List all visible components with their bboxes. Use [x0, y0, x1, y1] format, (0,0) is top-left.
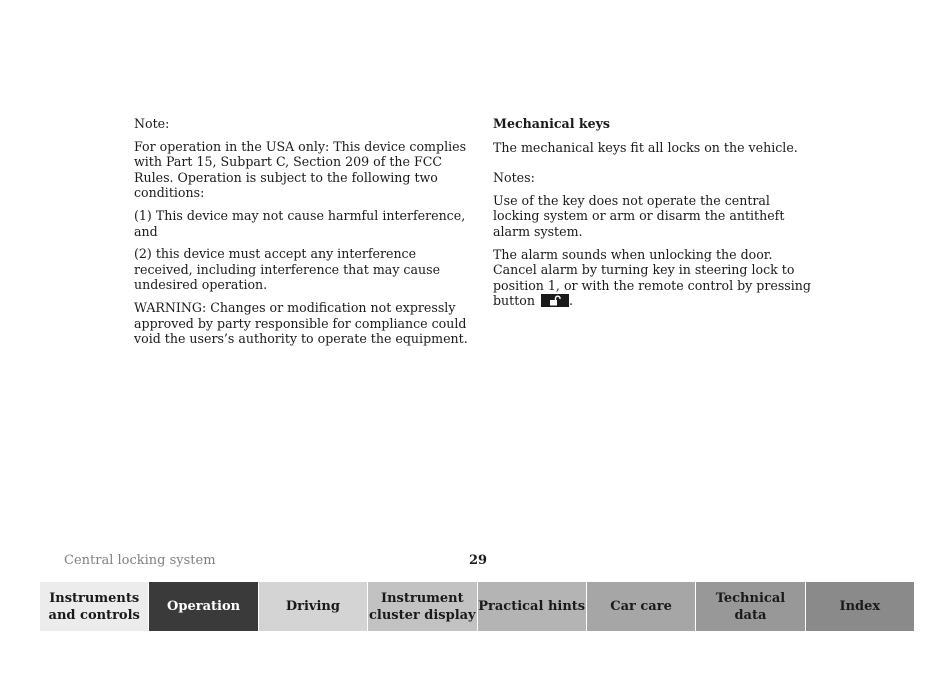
left-column — [134, 116, 474, 354]
tab-label: Technical data — [715, 590, 786, 623]
tab-operation[interactable] — [149, 582, 258, 631]
key-central-locking-note — [493, 193, 813, 240]
tab-car-care[interactable] — [587, 582, 696, 631]
condition-1-paragraph: (1) This device may not cause harmful interference, and — [134, 207, 466, 239]
alarm-note-text: The alarm sounds when unlocking the door. Cancel alarm by turning key in steering lock to position 1, or with the remote control by pressing button — [493, 246, 811, 309]
mechanical-keys-paragraph: The mechanical keys fit all locks on the vehicle. — [493, 139, 798, 155]
unlock-padlock-icon — [541, 294, 569, 307]
warning-paragraph: WARNING: Changes or modification not expressly approved by party responsible for compliance could void the users’s authority to operate the equipment. — [134, 299, 468, 347]
fcc-compliance-paragraph: For operation in the USA only: This device complies with Part 15, Subpart C, Section 209 of the FCC Rules. Operation is subject to the following two conditions: — [134, 138, 467, 201]
tab-label: Practical hints — [478, 599, 586, 614]
key-central-locking-text: Use of the key does not operate the central locking system or arm or disarm the antitheft alarm system. — [493, 192, 785, 239]
tab-driving[interactable] — [259, 582, 368, 631]
tab-technical-data[interactable] — [696, 582, 805, 631]
alarm-note — [493, 247, 813, 309]
tab-label: Operation — [167, 599, 241, 614]
tab-practical-hints[interactable] — [478, 582, 587, 631]
chapter-tab-bar — [40, 582, 914, 631]
tab-index[interactable] — [806, 582, 914, 631]
tab-label: Instruments and controls — [48, 590, 140, 623]
condition-2-paragraph: (2) this device must accept any interference received, including interference that may cause undesired operation. — [134, 246, 441, 293]
alarm-note-end: . — [569, 293, 574, 309]
section-title: Central locking system — [64, 553, 216, 568]
tab-label: Index — [839, 599, 881, 614]
note-label: Note: — [134, 116, 170, 131]
page-number: 29 — [469, 553, 488, 568]
right-column — [493, 116, 813, 316]
tab-label: Driving — [285, 599, 340, 614]
tab-label: Car care — [610, 599, 672, 614]
tab-instruments-and-controls[interactable] — [40, 582, 149, 631]
tab-label: Instrument cluster display — [368, 590, 476, 623]
notes-label: Notes: — [493, 170, 535, 186]
mechanical-keys-heading: Mechanical keys — [493, 116, 611, 131]
tab-instrument-cluster-display[interactable] — [368, 582, 477, 631]
